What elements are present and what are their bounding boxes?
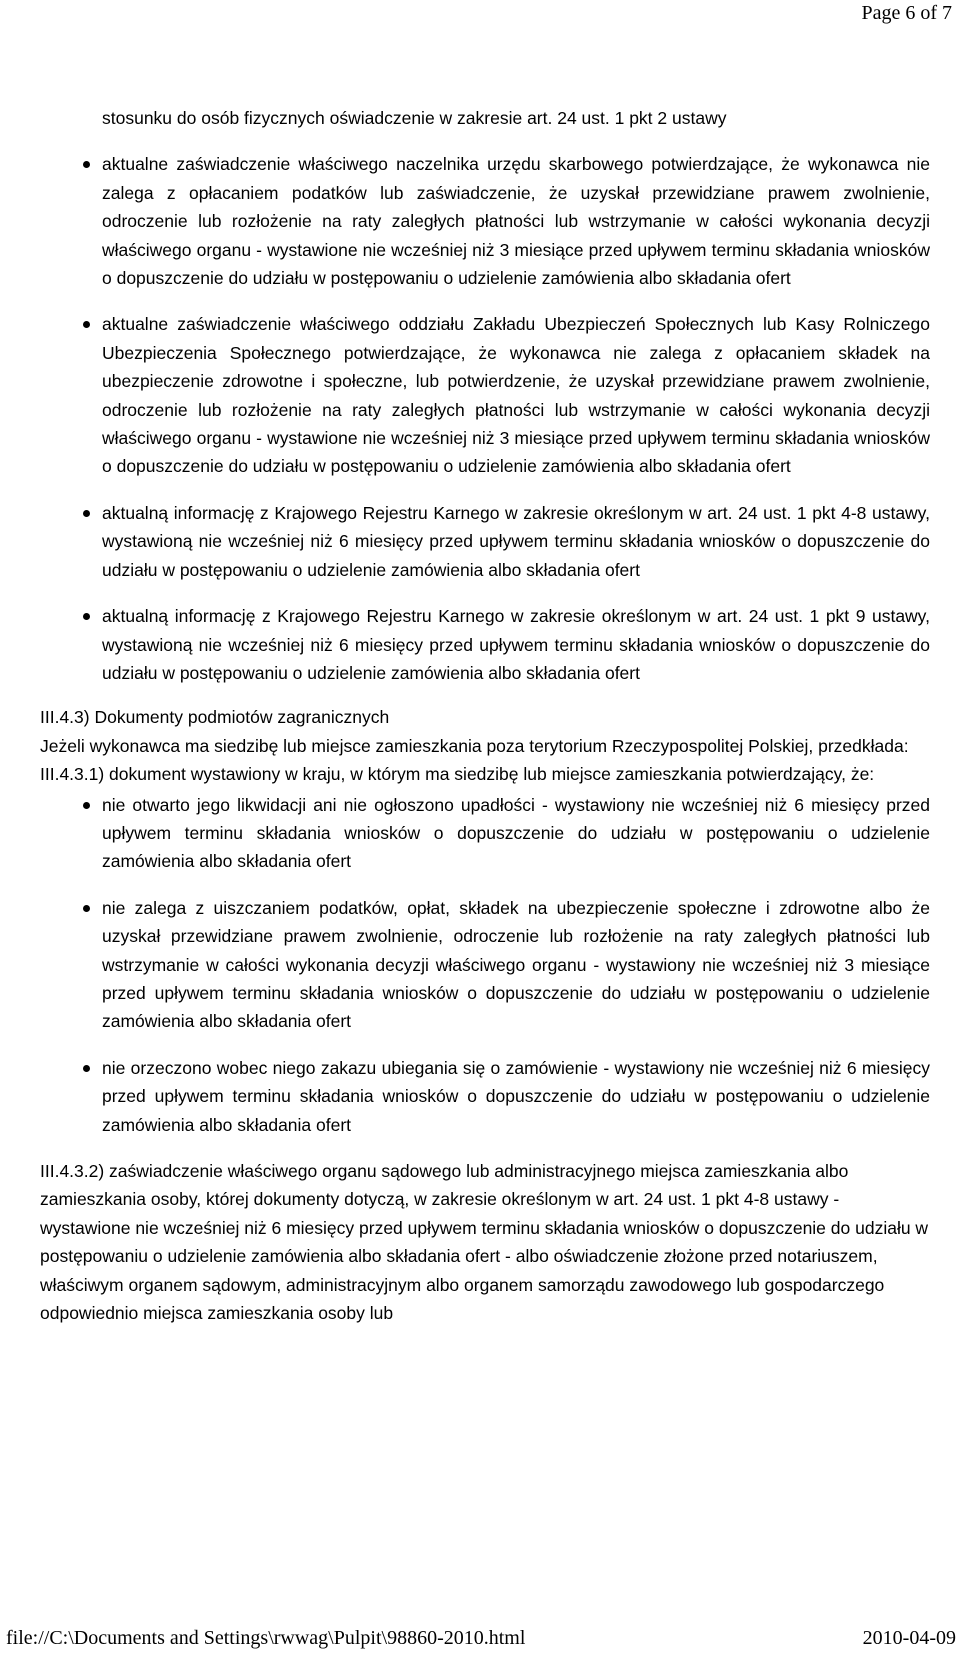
- section-heading: III.4.3) Dokumenty podmiotów zagranicznych: [40, 707, 390, 728]
- intro-text: stosunku do osób fizycznych oświadczenie w zakresie art. 24 ust. 1 pkt 2 ustawy: [102, 108, 727, 128]
- list-item: nie zalega z uiszczaniem podatków, opłat, składek na ubezpieczenie społeczne i zdrowotne albo że uzyskał przewidziane prawem zwolnienie, odroczenie lub rozłożenie na raty zaległych płatności lub wstrzymanie w całości wykonania decyzji właściwego organu - wystawiony nie wcześniej niż 3 miesiące przed upływem terminu składania wniosków o dopuszczenie do udziału w postępowaniu o udzielenie zamówienia albo składania ofert: [102, 894, 930, 1036]
- subsection-1: III.4.3.1) dokument wystawiony w kraju, w którym ma siedzibę lub miejsce zamieszkania potwierdzający, że:: [40, 764, 875, 785]
- footer-file-path: file://C:\Documents and Settings\rwwag\Pulpit\98860-2010.html: [6, 1627, 526, 1649]
- list-item: aktualną informację z Krajowego Rejestru Karnego w zakresie określonym w art. 24 ust. 1 pkt 4-8 ustawy, wystawioną nie wcześniej niż 6 miesięcy przed upływem terminu składania wniosków o dopuszczenie do udziału w postępowaniu o udzielenie zamówienia albo składania ofert: [102, 499, 930, 584]
- document-body: [40, 104, 930, 1327]
- subsection-2: III.4.3.2) zaświadczenie właściwego organu sądowego lub administracyjnego miejsca zamieszkania albo zamieszkania osoby, której dokumenty dotyczą, w zakresie określonym w art. 24 ust. 1 pkt 4-8 ustawy - wystawione nie wcześniej niż 6 miesięcy przed upływem terminu składania wniosków o dopuszczenie do udziału w postępowaniu o udzielenie zamówienia albo składania ofert - albo oświadczenie złożone przed notariuszem, właściwym organem sądowym, administracyjnym albo organem samorządu zawodowego lub gospodarczego odpowiednio miejsca zamieszkania osoby lub: [40, 1161, 929, 1324]
- list-item: nie otwarto jego likwidacji ani nie ogłoszono upadłości - wystawiony nie wcześniej niż 6 miesięcy przed upływem terminu składania wniosków o dopuszczenie do udziału w postępowaniu o udzielenie zamówienia albo składania ofert: [102, 791, 930, 876]
- page-number: Page 6 of 7: [861, 2, 952, 24]
- foreign-documents-list: [40, 791, 930, 1139]
- list-item: aktualne zaświadczenie właściwego naczelnika urzędu skarbowego potwierdzające, że wykonawca nie zalega z opłacaniem podatków lub zaświadczenie, że uzyskał przewidziane prawem zwolnienie, odroczenie lub rozłożenie na raty zaległych płatności lub wstrzymanie w całości wykonania decyzji właściwego organu - wystawione nie wcześniej niż 3 miesiące przed upływem terminu składania wniosków o dopuszczenie do udziału w postępowaniu o udzielenie zamówienia albo składania ofert: [102, 150, 930, 292]
- section-intro: Jeżeli wykonawca ma siedzibę lub miejsce zamieszkania poza terytorium Rzeczypospolitej Polskiej, przedkłada:: [40, 735, 909, 756]
- list-item: aktualne zaświadczenie właściwego oddziału Zakładu Ubezpieczeń Społecznych lub Kasy Rolniczego Ubezpieczenia Społecznego potwierdzające, że wykonawca nie zalega z opłacaniem składek na ubezpieczenie zdrowotne i społeczne, lub potwierdzenie, że uzyskał przewidziane prawem zwolnienie, odroczenie lub rozłożenie na raty zaległych płatności lub wstrzymanie w całości wykonania decyzji właściwego organu - wystawione nie wcześniej niż 3 miesiące przed upływem terminu składania wniosków o dopuszczenie do udziału w postępowaniu o udzielenie zamówienia albo składania ofert: [102, 310, 930, 480]
- list-item: nie orzeczono wobec niego zakazu ubiegania się o zamówienie - wystawiony nie wcześniej niż 6 miesięcy przed upływem terminu składania wniosków o dopuszczenie do udziału w postępowaniu o udzielenie zamówienia albo składania ofert: [102, 1054, 930, 1139]
- list-item: aktualną informację z Krajowego Rejestru Karnego w zakresie określonym w art. 24 ust. 1 pkt 9 ustawy, wystawioną nie wcześniej niż 6 miesięcy przed upływem terminu składania wniosków o dopuszczenie do udziału w postępowaniu o udzielenie zamówienia albo składania ofert: [102, 602, 930, 687]
- required-documents-list: [40, 150, 930, 687]
- footer-date: 2010-04-09: [862, 1627, 956, 1649]
